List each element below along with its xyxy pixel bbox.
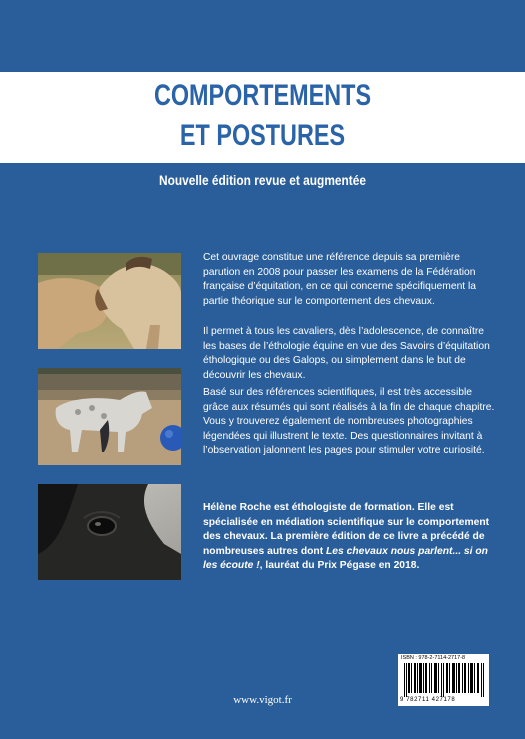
barcode-number: 9 782711 427178 <box>400 697 456 703</box>
cited-book-title: Les chevaux nous parlent... si on les écoute ! <box>203 545 488 572</box>
content-paragraph: Basé sur des références scientifiques, il est très accessible grâce aux résumés qui sont réalisés à la fin de chaque chapitre. Vous y trouverez également de nombreuses photographies légendées qui illustrent le texte. Des questionnaires invitant à l’observation jalonnent les pages pour stimuler votre curiosité. <box>203 387 495 457</box>
author-bio-text: Hélène Roche est éthologiste de formation. Elle est spécialisée en médiation scientifique sur le comportement des chevaux. La première édition de ce livre a précédé de nombreuses autres dont <box>203 502 490 557</box>
author-bio <box>203 501 495 574</box>
subtitle: Nouvelle édition revue et augmentée <box>158 172 366 188</box>
title-line-2: ET POSTURES <box>179 119 346 152</box>
publisher-website[interactable]: www.vigot.fr <box>233 694 292 706</box>
grey-horse-ball-photo <box>38 368 181 465</box>
two-horses-photo <box>38 253 181 349</box>
title-line-1: COMPORTEMENTS <box>153 79 372 112</box>
author-bio-end: , lauréat du Prix Pégase en 2018. <box>259 560 420 572</box>
audience-paragraph: Il permet à tous les cavaliers, dès l’adolescence, de connaître les bases de l’éthologie équine en vue des Savoirs d’équitation éthologique ou des Galops, ou simplement dans le but de découvrir les chevaux. <box>203 326 490 381</box>
isbn-label: ISBN : 978-2-7114-2717-8 <box>401 655 466 661</box>
barcode-bars <box>404 663 484 697</box>
intro-paragraph: Cet ouvrage constitue une référence depuis sa première parution en 2008 pour passer les examens de la Fédération française d’équitation, en ce qui concerne spécifiquement la partie théorique sur le comportement des chevaux. <box>203 252 477 307</box>
horse-eye-photo <box>38 484 181 580</box>
